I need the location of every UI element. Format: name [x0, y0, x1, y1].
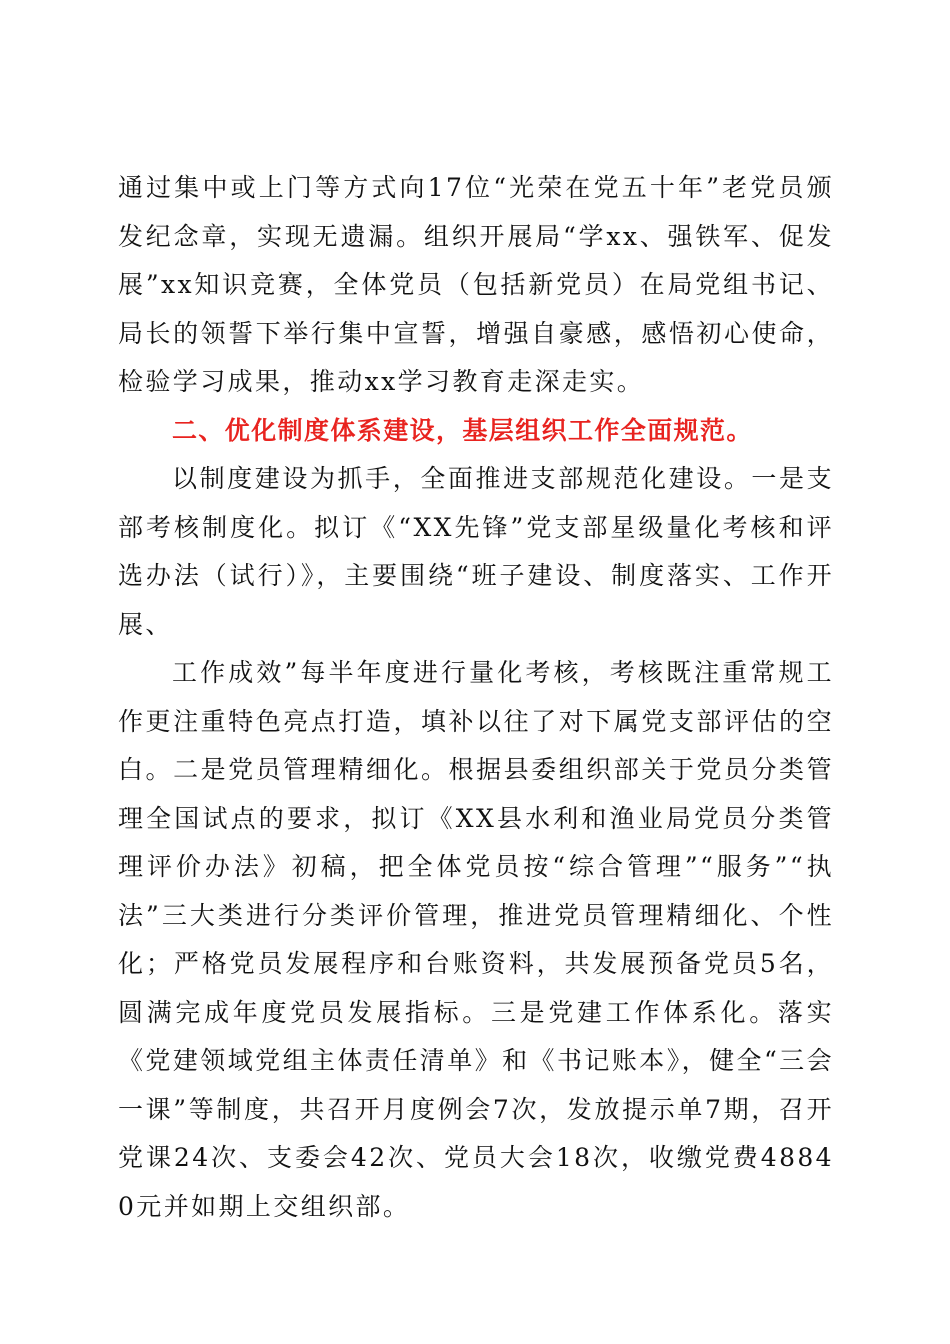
section-heading-2: 二、优化制度体系建设，基层组织工作全面规范。 — [172, 415, 753, 445]
paragraph-system-building: 以制度建设为抓手，全面推进支部规范化建设。一是支部考核制度化。拟订《“XX先锋”党支部星级量化考核和评选办法（试行）》，主要围绕“班子建设、制度落实、工作开展、 — [118, 464, 834, 639]
paragraph-assessment-details: 工作成效”每半年度进行量化考核，考核既注重常规工作更注重特色亮点打造，填补以往了对下属党支部评估的空白。二是党员管理精细化。根据县委组织部关于党员分类管理全国试点的要求，拟订《XX县水利和渔业局党员分类管理评价办法》初稿，把全体党员按“综合管理”“服务”“执法”三大类进行分类评价管理，推进党员管理精细化、个性化；严格党员发展程序和台账资料，共发展预备党员5名，圆满完成年度党员发展指标。三是党建工作体系化。落实《党建领域党组主体责任清单》和《书记账本》，健全“三会一课”等制度，共召开月度例会7次，发放提示单7期，召开党课24次、支委会42次、党员大会18次，收缴党费48840元并如期上交组织部。 — [118, 658, 834, 1221]
document-body — [118, 164, 834, 1231]
paragraph-continuation: 通过集中或上门等方式向17位“光荣在党五十年”老党员颁发纪念章，实现无遗漏。组织开展局“学xx、强铁军、促发展”xx知识竞赛，全体党员（包括新党员）在局党组书记、局长的领誓下举行集中宣誓，增强自豪感，感悟初心使命，检验学习成果，推动xx学习教育走深走实。 — [118, 173, 834, 396]
